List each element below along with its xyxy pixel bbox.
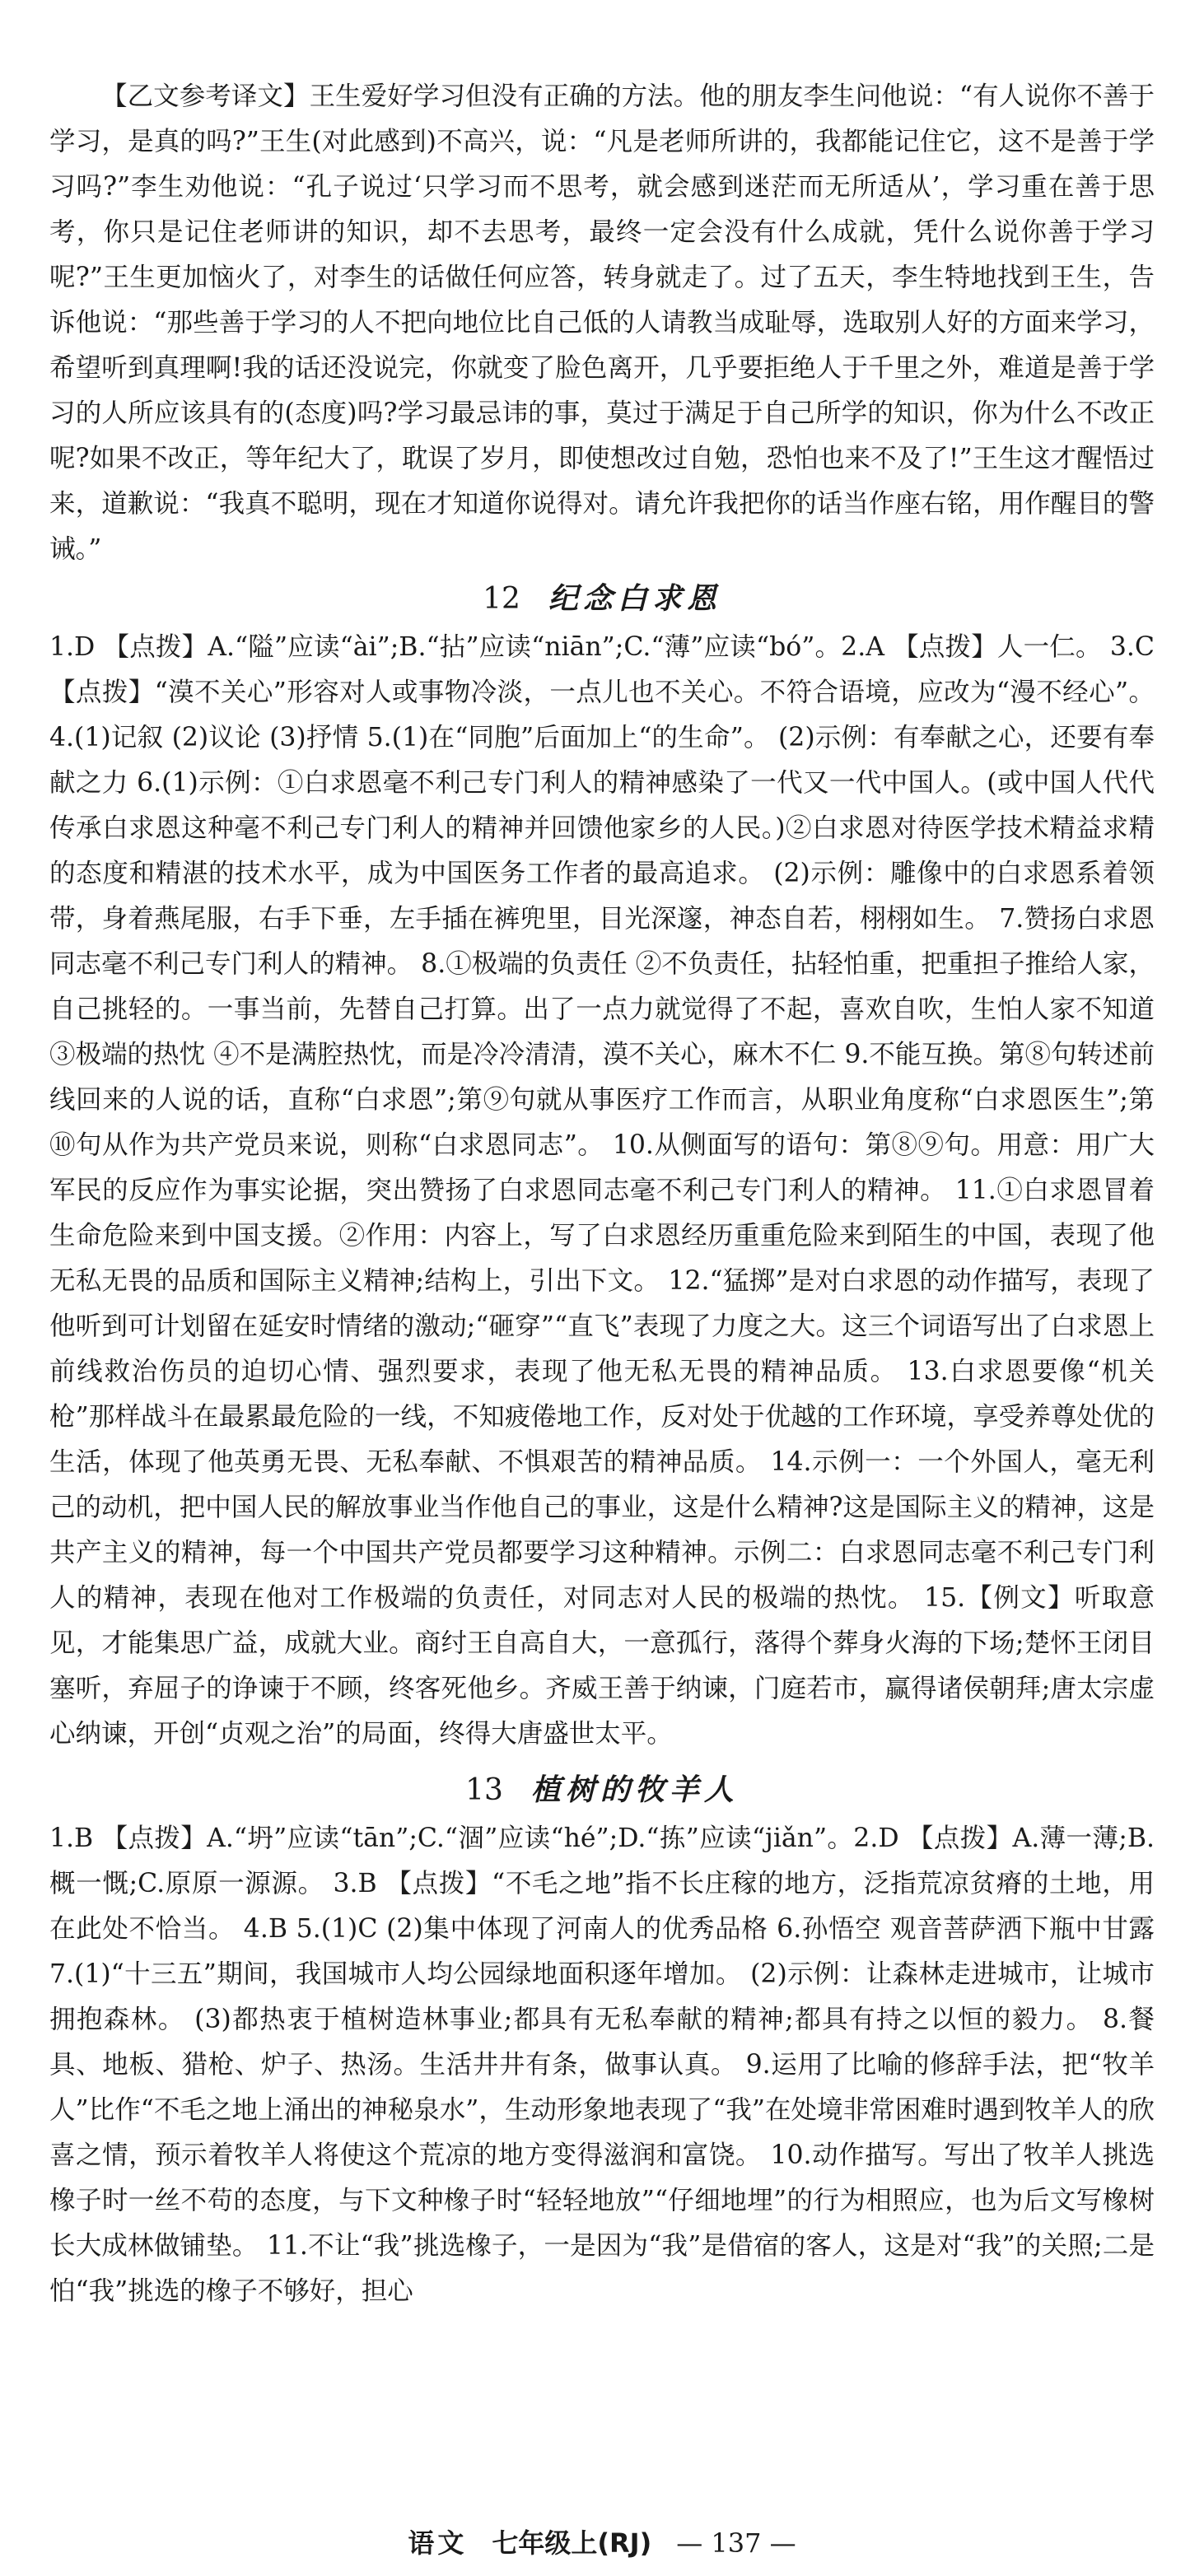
page-footer — [0, 2522, 1204, 2560]
reference-translation-paragraph: 【乙文参考译文】王生爱好学习但没有正确的方法。他的朋友李生问他说：“有人说你不善于学习，是真的吗?”王生(对此感到)不高兴，说：“凡是老师所讲的，我都能记住它，这不是善于学习吗?”李生劝他说：“孔子说过‘只学习而不思考，就会感到迷茫而无所适从’，学习重在善于思考，你只是记住老师讲的知识，却不去思考，最终一定会没有什么成就，凭什么说你善于学习呢?”王生更加恼火了，对李生的话做任何应答，转身就走了。过了五天，李生特地找到王生，告诉他说：“那些善于学习的人不把向地位比自己低的人请教当成耻辱，选取别人好的方面来学习，希望听到真理啊!我的话还没说完，你就变了脸色离开，几乎要拒绝人于千里之外，难道是善于学习的人所应该具有的(态度)吗?学习最忌讳的事，莫过于满足于自己所学的知识，你为什么不改正呢?如果不改正，等年纪大了，耽误了岁月，即使想改过自勉，恐怕也来不及了!”王生这才醒悟过来，道歉说：“我真不聪明，现在才知道你说得对。请允许我把你的话当作座右铭，用作醒目的警诫。” — [49, 82, 1155, 564]
section-13-answers: 1.B 【点拨】A.“坍”应读“tān”;C.“涸”应读“hé”;D.“拣”应读“jiǎn”。2.D 【点拨】A.薄一薄;B.概一慨;C.原原一源源。 3.B 【点拨】“不毛之地”指不长庄稼的地方，泛指荒凉贫瘠的土地，用在此处不恰当。 4.B 5.(1)C (2)集中体现了河南人的优秀品格 6.孙悟空 观音菩萨洒下瓶中甘露 7.(1)“十三五”期间，我国城市人均公园绿地面积逐年增加。 (2)示例：让森林走进城市，让城市拥抱森林。 (3)都热衷于植树造林事业;都具有无私奉献的精神;都具有持之以恒的毅力。 8.餐具、地板、猎枪、炉子、热汤。生活井井有条，做事认真。 9.运用了比喻的修辞手法，把“牧羊人”比作“不毛之地上涌出的神秘泉水”，生动形象地表现了“我”在处境非常困难时遇到牧羊人的欣喜之情，预示着牧羊人将使这个荒凉的地方变得滋润和富饶。 10.动作描写。写出了牧羊人挑选橡子时一丝不苟的态度，与下文种橡子时“轻轻地放”“仔细地埋”的行为相照应，也为后文写橡树长大成林做铺垫。 11.不让“我”挑选橡子，一是因为“我”是借宿的客人，这是对“我”的关照;二是怕“我”挑选的橡子不够好，担心 — [49, 1824, 1155, 2306]
footer-subject: 语文 — [408, 2527, 468, 2559]
section-12-answers: 1.D 【点拨】A.“隘”应读“ài”;B.“拈”应读“niān”;C.“薄”应读“bó”。2.A 【点拨】人一仁。 3.C 【点拨】“漠不关心”形容对人或事物冷淡，一点儿也不关心。不符合语境，应改为“漫不经心”。 4.(1)记叙 (2)议论 (3)抒情 5.(1)在“同胞”后面加上“的生命”。 (2)示例：有奉献之心，还要有奉献之力 6.(1)示例：①白求恩毫不利己专门利人的精神感染了一代又一代中国人。(或中国人代代传承白求恩这种毫不利己专门利人的精神并回馈他家乡的人民。)②白求恩对待医学技术精益求精的态度和精湛的技术水平，成为中国医务工作者的最高追求。 (2)示例：雕像中的白求恩系着领带，身着燕尾服，右手下垂，左手插在裤兜里，目光深邃，神态自若，栩栩如生。 7.赞扬白求恩同志毫不利己专门利人的精神。 8.①极端的负责任 ②不负责任，拈轻怕重，把重担子推给人家，自己挑轻的。一事当前，先替自己打算。出了一点力就觉得了不起，喜欢自吹，生怕人家不知道 ③极端的热忱 ④不是满腔热忱，而是冷冷清清，漠不关心，麻木不仁 9.不能互换。第⑧句转述前线回来的人说的话，直称“白求恩”;第⑨句就从事医疗工作而言，从职业角度称“白求恩医生”;第⑩句从作为共产党员来说，则称“白求恩同志”。 10.从侧面写的语句：第⑧⑨句。用意：用广大军民的反应作为事实论据，突出赞扬了白求恩同志毫不利己专门利人的精神。 11.①白求恩冒着生命危险来到中国支援。②作用：内容上，写了白求恩经历重重危险来到陌生的中国，表现了他无私无畏的品质和国际主义精神;结构上，引出下文。 12.“猛掷”是对白求恩的动作描写，表现了他听到可计划留在延安时情绪的激动;“砸穿”“直飞”表现了力度之大。这三个词语写出了白求恩上前线救治伤员的迫切心情、强烈要求，表现了他无私无畏的精神品质。 13.白求恩要像“机关枪”那样战斗在最累最危险的一线，不知疲倦地工作，反对处于优越的工作环境，享受养尊处优的生活，体现了他英勇无畏、无私奉献、不惧艰苦的精神品质。 14.示例一：一个外国人，毫无利己的动机，把中国人民的解放事业当作他自己的事业，这是什么精神?这是国际主义的精神，这是共产主义的精神，每一个中国共产党员都要学习这种精神。示例二：白求恩同志毫不利己专门利人的精神，表现在他对工作极端的负责任，对同志对人民的极端的热忱。 15.【例文】听取意见，才能集思广益，成就大业。商纣王自高自大，一意孤行，落得个葬身火海的下场;楚怀王闭目塞听，弃屈子的诤谏于不顾，终客死他乡。齐威王善于纳谏，门庭若市，赢得诸侯朝拜;唐太宗虚心纳谏，开创“贞观之治”的局面，终得大唐盛世太平。 — [49, 632, 1155, 1749]
section-13-number: 13 — [465, 1773, 503, 1807]
section-13-heading — [49, 1772, 1155, 1810]
footer-grade: 七年级上(RJ) — [492, 2527, 652, 2559]
footer-page-number: — 137 — — [676, 2527, 796, 2559]
section-12-title: 纪念白求恩 — [548, 582, 721, 616]
section-12-heading — [49, 580, 1155, 618]
section-12-number: 12 — [483, 582, 520, 616]
section-13-title: 植树的牧羊人 — [530, 1773, 739, 1807]
